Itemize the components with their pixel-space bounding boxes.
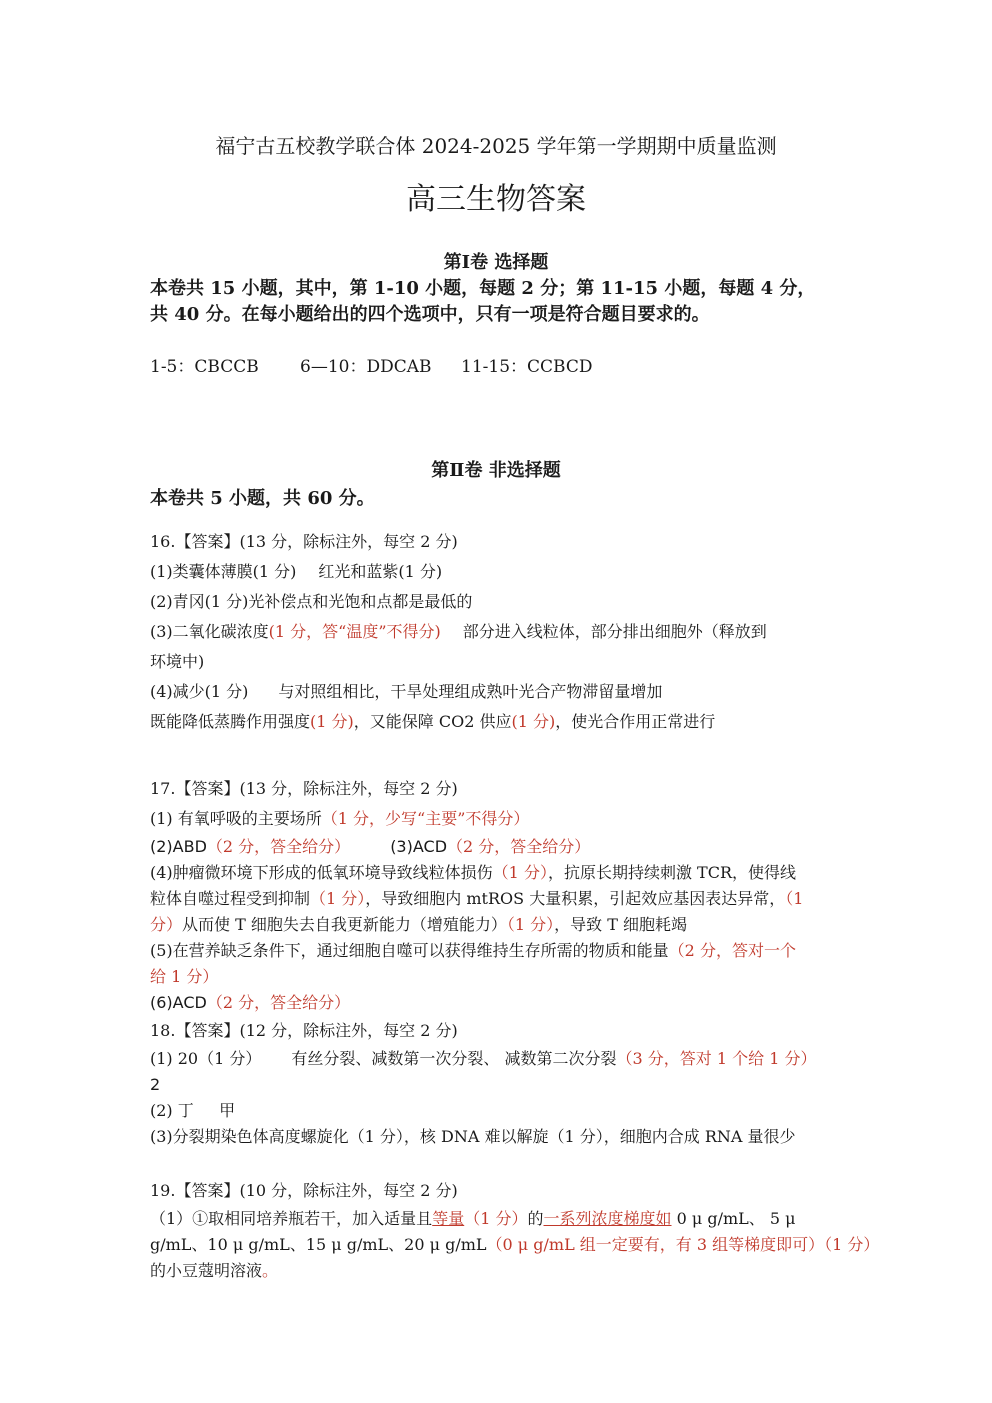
answers-1-5: 1-5：CBCCB — [150, 357, 259, 377]
q16-line4: 环境中) — [150, 652, 205, 671]
q17-line7: 给 1 分） — [150, 967, 219, 986]
q18-line4: (3)分裂期染色体高度螺旋化（1 分），核 DNA 难以解旋（1 分），细胞内合成 RNA 量很少 — [150, 1127, 796, 1146]
q17-line8: (6)ACD（2 分，答全给分） — [150, 993, 351, 1012]
q19-line1: （1）①取相同培养瓶若干，加入适量且等量（1 分）的一系列浓度梯度如 0 μ g/mL、 5 μ — [150, 1209, 796, 1228]
part2-heading: 第Ⅱ卷 非选择题 — [431, 460, 561, 481]
q18-line2: 2 — [150, 1075, 161, 1094]
document-subtitle: 高三生物答案 — [406, 182, 586, 217]
q18-line1: (1) 20（1 分） 有丝分裂、减数第一次分裂、 减数第二次分裂（3 分，答对 1 个给 1 分） — [150, 1049, 817, 1068]
part1-heading: 第Ⅰ卷 选择题 — [443, 252, 549, 273]
q16-line2: (2)青冈(1 分)光补偿点和光饱和点都是最低的 — [150, 592, 473, 611]
part1-intro-line1: 本卷共 15 小题，其中，第 1-10 小题，每题 2 分；第 11-15 小题，每题 4 分， — [150, 278, 816, 299]
q17-line4: 粒体自噬过程受到抑制（1 分），导致细胞内 mtROS 大量积累，引起效应基因表达异常，（1 — [150, 889, 804, 908]
q17-line6: (5)在营养缺乏条件下，通过细胞自噬可以获得维持生存所需的物质和能量（2 分，答对一个 — [150, 941, 796, 960]
q17-line1: (1) 有氧呼吸的主要场所（1 分，少写“主要”不得分） — [150, 809, 530, 828]
q16-header: 16.【答案】(13 分，除标注外，每空 2 分) — [150, 532, 458, 551]
answers-11-15: 11-15：CCBCD — [461, 357, 593, 377]
q16-line5: (4)减少(1 分) 与对照组相比，干旱处理组成熟叶光合产物滞留量增加 — [150, 682, 663, 701]
part2-intro: 本卷共 5 小题，共 60 分。 — [150, 488, 375, 509]
q17-line5: 分）从而使 T 细胞失去自我更新能力（增殖能力）（1 分），导致 T 细胞耗竭 — [150, 915, 688, 934]
q18-line3: (2) 丁 甲 — [150, 1101, 236, 1120]
q18-header: 18.【答案】(12 分，除标注外，每空 2 分) — [150, 1021, 458, 1040]
q17-line2: (2)ABD（2 分，答全给分） (3)ACD（2 分，答全给分） — [150, 837, 591, 856]
q19-header: 19.【答案】(10 分，除标注外，每空 2 分) — [150, 1181, 458, 1200]
answers-6-10: 6—10：DDCAB — [300, 357, 432, 377]
q19-line2: g/mL、10 μ g/mL、15 μ g/mL、20 μ g/mL（0 μ g/mL 组一定要有，有 3 组等梯度即可）（1 分） — [150, 1235, 880, 1254]
q16-line6: 既能降低蒸腾作用强度(1 分)，又能保障 CO2 供应(1 分)，使光合作用正常进行 — [150, 712, 716, 731]
q16-line3: (3)二氧化碳浓度(1 分，答“温度”不得分) 部分进入线粒体，部分排出细胞外（释放到 — [150, 622, 767, 641]
q16-line1: (1)类囊体薄膜(1 分) 红光和蓝紫(1 分) — [150, 562, 443, 581]
q17-line3: (4)肿瘤微环境下形成的低氧环境导致线粒体损伤（1 分），抗原长期持续刺激 TCR，使得线 — [150, 863, 797, 882]
document-title: 福宁古五校教学联合体 2024-2025 学年第一学期期中质量监测 — [215, 134, 777, 158]
part1-intro-line2: 共 40 分。在每小题给出的四个选项中，只有一项是符合题目要求的。 — [150, 304, 710, 325]
q17-header: 17.【答案】(13 分，除标注外，每空 2 分) — [150, 779, 458, 798]
q19-line3: 的小豆蔻明溶液。 — [150, 1261, 279, 1280]
